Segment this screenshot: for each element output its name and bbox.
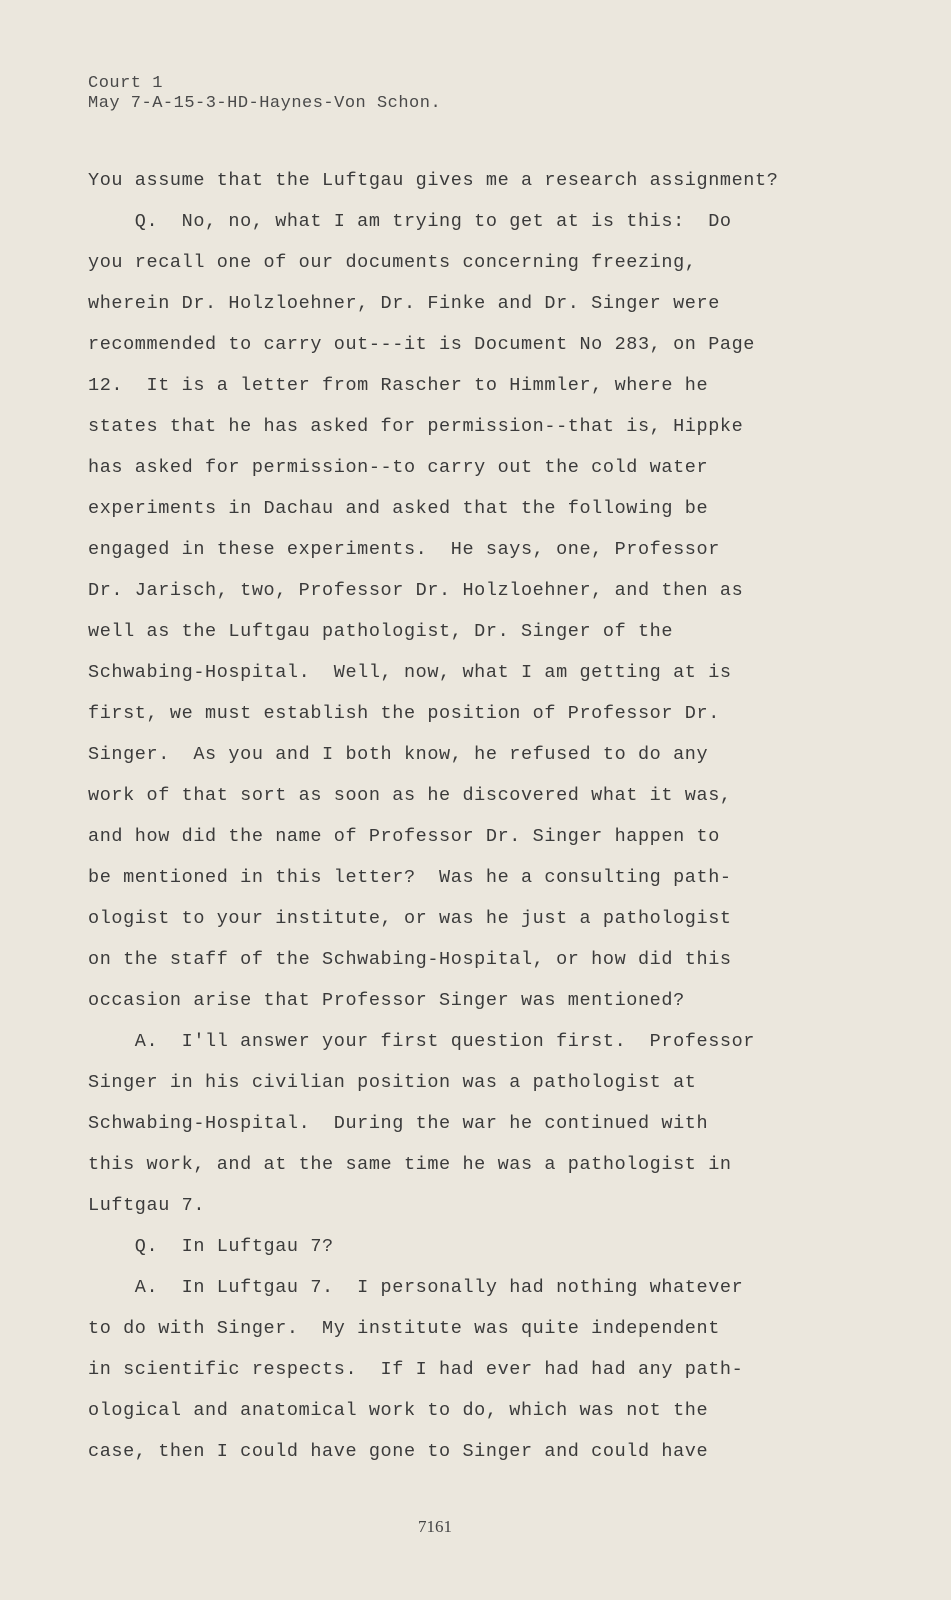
transcript-line: Singer. As you and I both know, he refused to do any [88, 744, 709, 765]
transcript-line: Q. No, no, what I am trying to get at is this: Do [88, 211, 732, 232]
transcript-line: and how did the name of Professor Dr. Singer happen to [88, 826, 720, 847]
transcript-line: on the staff of the Schwabing-Hospital, or how did this [88, 949, 732, 970]
transcript-line: experiments in Dachau and asked that the following be [88, 498, 709, 519]
transcript-line: Dr. Jarisch, two, Professor Dr. Holzloehner, and then as [88, 580, 744, 601]
transcript-line: occasion arise that Professor Singer was mentioned? [88, 990, 685, 1011]
transcript-line: Q. In Luftgau 7? [88, 1236, 334, 1257]
transcript-line: Singer in his civilian position was a pathologist at [88, 1072, 697, 1093]
transcript-line: this work, and at the same time he was a pathologist in [88, 1154, 732, 1175]
page-number: 7161 [418, 1517, 452, 1536]
transcript-line: states that he has asked for permission--that is, Hippke [88, 416, 744, 437]
transcript-line: wherein Dr. Holzloehner, Dr. Finke and Dr. Singer were [88, 293, 720, 314]
transcript-line: engaged in these experiments. He says, one, Professor [88, 539, 720, 560]
transcript-line: A. I'll answer your first question first. Professor [88, 1031, 756, 1052]
court-label: Court 1 [88, 74, 163, 93]
transcript-line: in scientific respects. If I had ever had had any path- [88, 1359, 744, 1380]
transcript-line: ologist to your institute, or was he just a pathologist [88, 908, 732, 929]
transcript-line: recommended to carry out---it is Document No 283, on Page [88, 334, 756, 355]
transcript-line: well as the Luftgau pathologist, Dr. Singer of the [88, 621, 674, 642]
transcript-line: ological and anatomical work to do, which was not the [88, 1400, 709, 1421]
session-reference: May 7-A-15-3-HD-Haynes-Von Schon. [88, 94, 442, 113]
transcript-line: You assume that the Luftgau gives me a research assignment? [88, 170, 779, 191]
transcript-line: 12. It is a letter from Rascher to Himmler, where he [88, 375, 709, 396]
transcript-line: A. In Luftgau 7. I personally had nothing whatever [88, 1277, 744, 1298]
document-header [88, 74, 441, 114]
transcript-line: has asked for permission--to carry out the cold water [88, 457, 709, 478]
transcript-line: Schwabing-Hospital. Well, now, what I am getting at is [88, 662, 732, 683]
transcript-line: Luftgau 7. [88, 1195, 206, 1216]
transcript-line: first, we must establish the position of Professor Dr. [88, 703, 720, 724]
transcript-line: to do with Singer. My institute was quite independent [88, 1318, 720, 1339]
transcript-line: Schwabing-Hospital. During the war he continued with [88, 1113, 709, 1134]
transcript-line: work of that sort as soon as he discovered what it was, [88, 785, 732, 806]
transcript-line: case, then I could have gone to Singer and could have [88, 1441, 709, 1462]
transcript-line: be mentioned in this letter? Was he a consulting path- [88, 867, 732, 888]
transcript-line: you recall one of our documents concerning freezing, [88, 252, 697, 273]
